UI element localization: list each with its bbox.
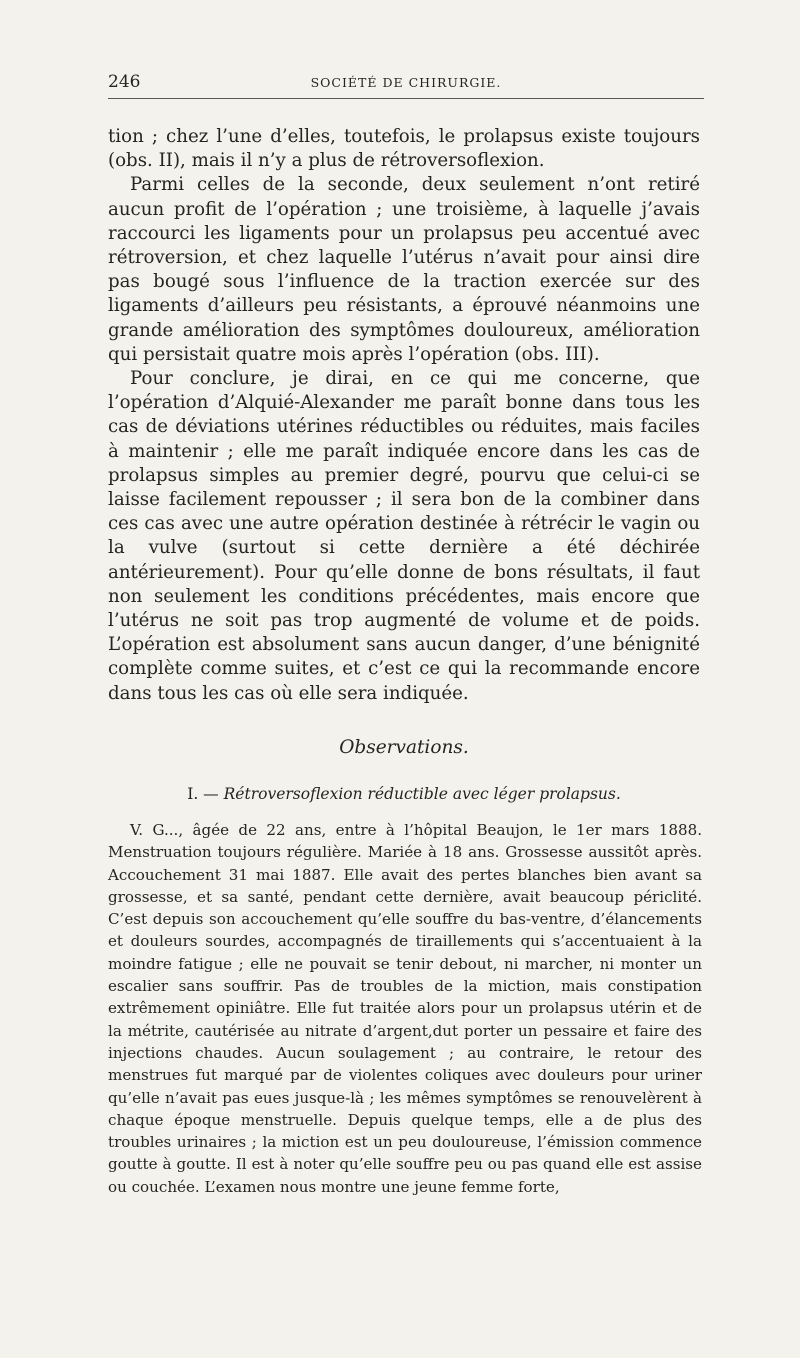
running-title: SOCIÉTÉ DE CHIRURGIE. <box>310 75 502 90</box>
paragraph: Parmi celles de la seconde, deux seulement n’ont retiré aucun profit de l’opération ; une troisième, à laquelle j’avais raccourci les ligaments pour un prolapsus peu accentué avec rétroversion, et chez laquelle l’utérus n’avait pour ainsi dire pas bougé sous l’influence de la traction exercée sur des ligaments d’ailleurs peu résistants, a éprouvé néanmoins une grande amélioration des symptômes douloureux, amélioration qui persistait quatre mois après l’opération (obs. III). <box>108 174 700 365</box>
paragraph: Pour conclure, je dirai, en ce qui me concerne, que l’opération d’Alquié-Alexander me paraît bonne dans tous les cas de déviations utérines réductibles ou réduites, mais faciles à maintenir ; elle me paraît indiquée encore dans les cas de prolapsus simples au premier degré, pourvu que celui-ci se laisse facilement repousser ; il sera bon de la combiner dans ces cas avec une autre opération destinée à rétrécir le vagin ou la vulve (surtout si cette dernière a été déchirée antérieurement). Pour qu’elle donne de bons résultats, il faut non seulement les conditions précédentes, mais encore que l’utérus ne soit pas trop augmenté de volume et de poids. L’opération est absolument sans aucun danger, d’une bénignité complète comme suites, et c’est ce qui la recommande encore dans tous les cas où elle sera indiquée. <box>108 368 700 704</box>
observation-title <box>108 785 700 803</box>
page-number: 246 <box>108 72 141 92</box>
section-title: Observations. <box>339 737 469 758</box>
paragraph: tion ; chez l’une d’elles, toutefois, le prolapsus existe toujours (obs. II), mais il n’y a plus de rétroversoflexion. <box>108 126 700 172</box>
observation-text <box>108 819 702 1198</box>
paragraph: V. G..., âgée de 22 ans, entre à l’hôpital Beaujon, le 1er mars 1888. Menstruation toujours régulière. Mariée à 18 ans. Grossesse aussitôt après. Accouchement 31 mai 1887. Elle avait des pertes blanches bien avant sa grossesse, et sa santé, pendant cette dernière, avait beaucoup périclité. C’est depuis son accouchement qu’elle souffre du bas-ventre, d’élancements et douleurs sourdes, accompagnés de tiraillements qui s’accentuaient à la moindre fatigue ; elle ne pouvait se tenir debout, ni marcher, ni monter un escalier sans souffrir. Pas de troubles de la miction, mais constipation extrêmement opiniâtre. Elle fut traitée alors pour un prolapsus utérin et de la métrite, cautérisée au nitrate d’argent,dut porter un pessaire et faire des injections chaudes. Aucun soulagement ; au contraire, le retour des menstrues fut marqué par de violentes coliques avec douleurs pour uriner qu’elle n’avait pas eues jusque-là ; les mêmes symptômes se renouvelèrent à chaque époque menstruelle. Depuis quelque temps, elle a de plus des troubles urinaires ; la miction est un peu douloureuse, l’émission commence goutte à goutte. Il est à noter qu’elle souffre peu ou pas quand elle est assise ou couchée. L’examen nous montre une jeune femme forte, <box>108 821 702 1196</box>
page-header <box>108 72 704 99</box>
observation-number: I. — <box>187 785 219 803</box>
body-text <box>108 125 700 706</box>
observation-heading: Rétroversoflexion réductible avec léger prolapsus. <box>223 785 621 803</box>
